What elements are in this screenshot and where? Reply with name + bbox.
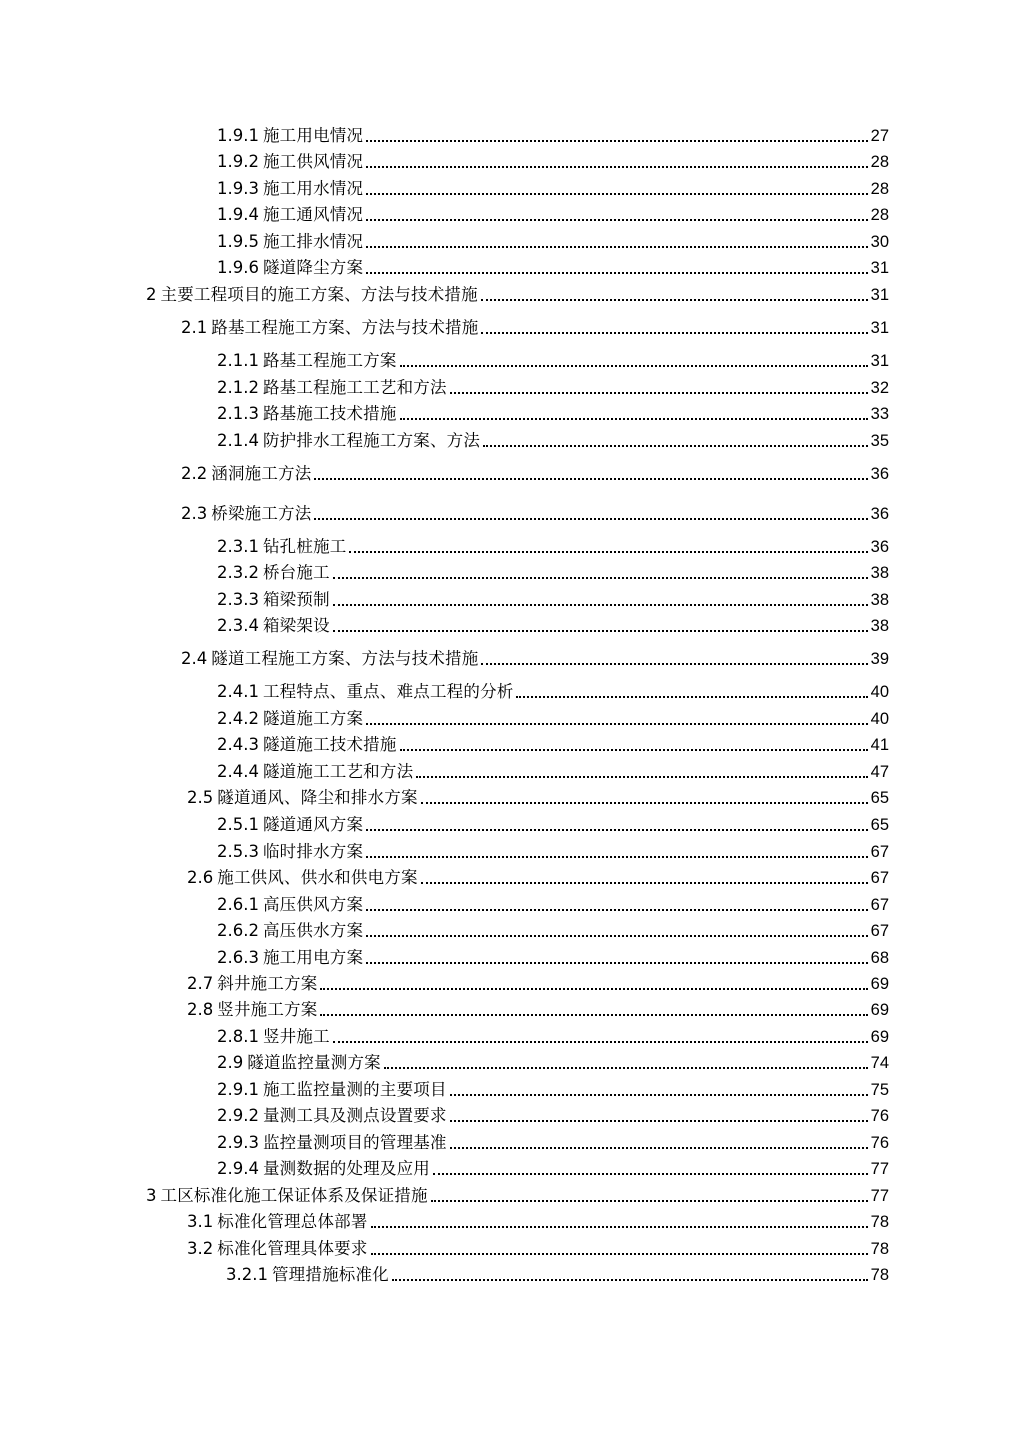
toc-entry-number: 2.5.3: [217, 842, 259, 861]
toc-entry-number: 2.9.3: [217, 1133, 259, 1152]
toc-entry-page-number: 36: [870, 465, 889, 483]
toc-entry-title: 防护排水工程施工方案、方法: [262, 431, 481, 450]
toc-dot-leader: [433, 1173, 868, 1175]
toc-entry: [217, 893, 889, 915]
toc-entry: [217, 1078, 889, 1100]
toc-entry: [217, 1051, 889, 1073]
toc-entry-page-number: 69: [870, 1028, 889, 1046]
toc-entry: [146, 1184, 889, 1206]
toc-entry: [217, 150, 889, 172]
toc-entry-page-number: 27: [870, 127, 889, 145]
toc-dot-leader: [450, 1120, 868, 1122]
toc-entry-number: 2.3.1: [217, 537, 259, 556]
toc-entry-number: 2.1.2: [217, 378, 259, 397]
toc-entry: [217, 707, 889, 729]
toc-dot-leader: [481, 663, 867, 665]
toc-entry-title: 量测工具及测点设置要求: [262, 1106, 447, 1125]
toc-dot-leader: [333, 630, 868, 632]
toc-dot-leader: [371, 1253, 868, 1255]
toc-dot-leader: [366, 219, 867, 221]
toc-dot-leader: [421, 802, 868, 804]
toc-entry-number: 2.9.2: [217, 1106, 259, 1125]
toc-dot-leader: [400, 365, 868, 367]
toc-entry-title: 路基施工技术措施: [262, 404, 397, 423]
toc-entry-page-number: 28: [870, 206, 889, 224]
toc-entry-number: 3.2.1: [226, 1265, 268, 1284]
toc-entry-page-number: 38: [870, 617, 889, 635]
toc-entry-page-number: 78: [870, 1266, 889, 1284]
toc-entry: [226, 1263, 889, 1285]
toc-entry: [217, 1157, 889, 1179]
toc-entry-page-number: 76: [870, 1107, 889, 1125]
toc-entry-title: 隧道工程施工方案、方法与技术措施: [211, 649, 479, 668]
toc-entry-title: 箱梁架设: [262, 616, 330, 635]
toc-dot-leader: [333, 604, 868, 606]
toc-entry-title: 竖井施工: [262, 1027, 330, 1046]
toc-entry: [217, 561, 889, 583]
toc-dot-leader: [366, 909, 867, 911]
toc-dot-leader: [392, 1279, 868, 1281]
toc-entry: [187, 866, 889, 888]
toc-entry-title: 施工用水情况: [262, 179, 364, 198]
toc-entry-title: 桥梁施工方法: [211, 504, 312, 523]
toc-entry-page-number: 28: [870, 180, 889, 198]
toc-entry-title: 工区标准化施工保证体系及保证措施: [160, 1186, 428, 1205]
toc-entry-page-number: 32: [870, 379, 889, 397]
toc-entry: [217, 680, 889, 702]
toc-entry-page-number: 47: [870, 763, 889, 781]
toc-entry-title: 量测数据的处理及应用: [262, 1159, 430, 1178]
toc-entry-title: 施工通风情况: [262, 205, 364, 224]
toc-entry-title: 监控量测项目的管理基准: [262, 1133, 447, 1152]
toc-dot-leader: [371, 1226, 868, 1228]
toc-entry-number: 2.5: [187, 788, 214, 807]
toc-entry-number: 2.1.3: [217, 404, 259, 423]
toc-entry-page-number: 77: [870, 1187, 889, 1205]
toc-entry-title: 临时排水方案: [262, 842, 364, 861]
toc-dot-leader: [366, 856, 867, 858]
toc-entry: [217, 588, 889, 610]
toc-entry-number: 1.9.3: [217, 179, 259, 198]
toc-entry-page-number: 28: [870, 153, 889, 171]
toc-entry-title: 隧道降尘方案: [262, 258, 364, 277]
toc-entry: [181, 316, 889, 338]
toc-dot-leader: [314, 478, 867, 480]
toc-entry-page-number: 65: [870, 816, 889, 834]
toc-entry-number: 2.4.4: [217, 762, 259, 781]
toc-dot-leader: [366, 193, 867, 195]
toc-entry-number: 2.3: [181, 504, 208, 523]
toc-entry-number: 2.6.2: [217, 921, 259, 940]
toc-entry-page-number: 41: [870, 736, 889, 754]
toc-dot-leader: [416, 776, 867, 778]
toc-entry: [217, 1104, 889, 1126]
toc-entry: [217, 376, 889, 398]
toc-entry-number: 2.6.3: [217, 948, 259, 967]
toc-entry-number: 2: [146, 285, 157, 304]
toc-entry: [217, 124, 889, 146]
toc-entry-page-number: 76: [870, 1134, 889, 1152]
toc-entry-title: 主要工程项目的施工方案、方法与技术措施: [160, 285, 478, 304]
toc-entry-page-number: 67: [870, 843, 889, 861]
toc-entry-title: 隧道通风方案: [262, 815, 364, 834]
toc-entry-number: 2.5.1: [217, 815, 259, 834]
toc-dot-leader: [314, 518, 867, 520]
toc-entry: [181, 462, 889, 484]
toc-entry-page-number: 38: [870, 564, 889, 582]
toc-dot-leader: [481, 332, 867, 334]
toc-entry-title: 隧道通风、降尘和排水方案: [217, 788, 418, 807]
toc-entry-page-number: 36: [870, 538, 889, 556]
toc-entry-number: 2.8.1: [217, 1027, 259, 1046]
toc-entry-title: 标准化管理具体要求: [217, 1239, 368, 1258]
toc-entry-title: 隧道施工技术措施: [262, 735, 397, 754]
toc-entry-title: 施工监控量测的主要项目: [262, 1080, 447, 1099]
toc-entry-page-number: 77: [870, 1160, 889, 1178]
toc-entry-title: 高压供水方案: [262, 921, 364, 940]
toc-entry-page-number: 69: [870, 1001, 889, 1019]
toc-entry-page-number: 65: [870, 789, 889, 807]
toc-entry: [217, 535, 889, 557]
toc-dot-leader: [366, 829, 867, 831]
toc-entry: [217, 177, 889, 199]
toc-entry-number: 2.3.2: [217, 563, 259, 582]
toc-entry: [217, 733, 889, 755]
toc-entry: [181, 647, 889, 669]
toc-entry-page-number: 31: [870, 352, 889, 370]
toc-entry-number: 1.9.2: [217, 152, 259, 171]
toc-entry-page-number: 40: [870, 710, 889, 728]
toc-entry-number: 2.6.1: [217, 895, 259, 914]
toc-entry-title: 施工用电情况: [262, 126, 364, 145]
toc-entry-page-number: 68: [870, 949, 889, 967]
toc-entry: [181, 502, 889, 524]
toc-entry: [187, 1237, 889, 1259]
toc-entry-page-number: 31: [870, 286, 889, 304]
toc-entry: [187, 1210, 889, 1232]
toc-entry-page-number: 31: [870, 319, 889, 337]
toc-entry: [217, 230, 889, 252]
toc-dot-leader: [431, 1200, 868, 1202]
toc-entry-title: 桥台施工: [262, 563, 330, 582]
toc-entry: [217, 840, 889, 862]
toc-entry-number: 3.1: [187, 1212, 214, 1231]
toc-entry-number: 2.6: [187, 868, 214, 887]
toc-entry-number: 1.9.4: [217, 205, 259, 224]
toc-dot-leader: [366, 246, 867, 248]
toc-entry-number: 2.7: [187, 974, 214, 993]
toc-entry: [217, 203, 889, 225]
toc-entry: [146, 283, 889, 305]
toc-entry-page-number: 78: [870, 1213, 889, 1231]
toc-entry: [217, 614, 889, 636]
toc-entry-number: 2.9.4: [217, 1159, 259, 1178]
toc-entry-title: 隧道监控量测方案: [247, 1053, 381, 1072]
toc-entry-page-number: 69: [870, 975, 889, 993]
toc-entry-number: 2.4.2: [217, 709, 259, 728]
toc-entry-page-number: 78: [870, 1240, 889, 1258]
toc-entry: [217, 760, 889, 782]
toc-entry-title: 路基工程施工方案: [262, 351, 397, 370]
toc-entry-number: 2.2: [181, 464, 208, 483]
toc-dot-leader: [333, 1041, 868, 1043]
toc-entry-number: 1.9.1: [217, 126, 259, 145]
toc-entry-title: 施工用电方案: [262, 948, 364, 967]
toc-entry-page-number: 33: [870, 405, 889, 423]
toc-entry-title: 施工供风情况: [262, 152, 364, 171]
toc-entry-title: 路基工程施工工艺和方法: [262, 378, 447, 397]
toc-entry-title: 箱梁预制: [262, 590, 330, 609]
toc-entry-page-number: 38: [870, 591, 889, 609]
toc-entry: [217, 1131, 889, 1153]
toc-entry-page-number: 67: [870, 896, 889, 914]
toc-entry-page-number: 67: [870, 922, 889, 940]
toc-entry-title: 涵洞施工方法: [211, 464, 312, 483]
toc-entry-page-number: 74: [870, 1054, 889, 1072]
toc-entry-page-number: 31: [870, 259, 889, 277]
toc-dot-leader: [333, 577, 868, 579]
toc-entry: [217, 349, 889, 371]
toc-entry: [217, 429, 889, 451]
toc-dot-leader: [366, 962, 867, 964]
toc-entry-title: 工程特点、重点、难点工程的分析: [262, 682, 514, 701]
toc-entry-number: 3.2: [187, 1239, 214, 1258]
toc-dot-leader: [481, 299, 868, 301]
toc-entry-title: 钻孔桩施工: [262, 537, 347, 556]
toc-entry-page-number: 36: [870, 505, 889, 523]
toc-entry-number: 3: [146, 1186, 157, 1205]
toc-entry-number: 2.3.3: [217, 590, 259, 609]
toc-entry-title: 隧道施工方案: [262, 709, 364, 728]
toc-entry-number: 2.9.1: [217, 1080, 259, 1099]
toc-entry: [187, 972, 889, 994]
toc-dot-leader: [366, 140, 867, 142]
toc-entry-number: 2.8: [187, 1000, 214, 1019]
toc-entry-page-number: 40: [870, 683, 889, 701]
toc-dot-leader: [366, 166, 867, 168]
toc-entry-number: 1.9.5: [217, 232, 259, 251]
toc-entry-title: 高压供风方案: [262, 895, 364, 914]
toc-entry-page-number: 30: [870, 233, 889, 251]
toc-dot-leader: [366, 272, 867, 274]
toc-entry-number: 2.1.1: [217, 351, 259, 370]
toc-entry-title: 隧道施工工艺和方法: [262, 762, 414, 781]
toc-entry-number: 2.4.3: [217, 735, 259, 754]
toc-dot-leader: [400, 749, 868, 751]
toc-entry: [217, 1025, 889, 1047]
toc-entry: [217, 813, 889, 835]
toc-entry-title: 标准化管理总体部署: [217, 1212, 368, 1231]
toc-entry: [217, 919, 889, 941]
toc-dot-leader: [421, 882, 868, 884]
toc-dot-leader: [400, 418, 868, 420]
toc-dot-leader: [366, 723, 867, 725]
toc-dot-leader: [450, 392, 868, 394]
toc-dot-leader: [483, 445, 868, 447]
toc-entry-number: 2.9: [217, 1053, 244, 1072]
toc-entry: [187, 786, 889, 808]
toc-entry: [217, 402, 889, 424]
toc-entry-page-number: 39: [870, 650, 889, 668]
toc-entry-title: 管理措施标准化: [271, 1265, 389, 1284]
toc-dot-leader: [320, 988, 867, 990]
toc-entry-page-number: 67: [870, 869, 889, 887]
toc-entry-number: 2.1.4: [217, 431, 259, 450]
toc-entry-page-number: 75: [870, 1081, 889, 1099]
toc-entry-title: 施工供风、供水和供电方案: [217, 868, 418, 887]
toc-dot-leader: [450, 1147, 868, 1149]
toc-entry-page-number: 35: [870, 432, 889, 450]
toc-entry-title: 斜井施工方案: [217, 974, 318, 993]
toc-entry: [217, 946, 889, 968]
toc-dot-leader: [516, 696, 867, 698]
toc-entry-number: 2.4: [181, 649, 208, 668]
toc-entry-number: 2.4.1: [217, 682, 259, 701]
toc-dot-leader: [349, 551, 867, 553]
toc-dot-leader: [384, 1067, 868, 1069]
toc-entry-title: 竖井施工方案: [217, 1000, 318, 1019]
toc-dot-leader: [320, 1014, 867, 1016]
toc-entry: [187, 998, 889, 1020]
toc-dot-leader: [450, 1094, 868, 1096]
toc-entry-number: 2.3.4: [217, 616, 259, 635]
toc-dot-leader: [366, 935, 867, 937]
toc-entry-title: 施工排水情况: [262, 232, 364, 251]
toc-entry-number: 1.9.6: [217, 258, 259, 277]
toc-entry-title: 路基工程施工方案、方法与技术措施: [211, 318, 479, 337]
toc-entry-number: 2.1: [181, 318, 208, 337]
toc-entry: [217, 256, 889, 278]
